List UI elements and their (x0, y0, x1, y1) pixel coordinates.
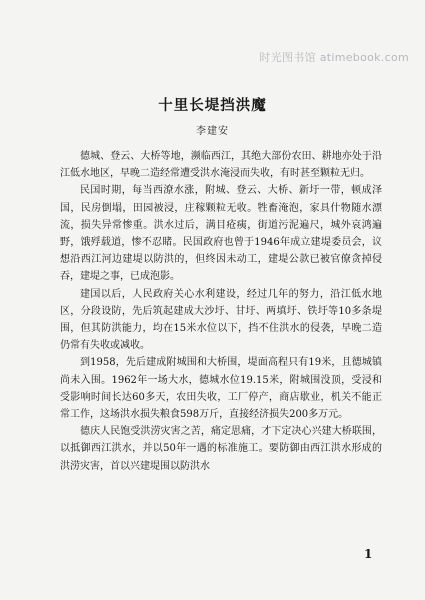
watermark: 时光图书馆 atimebook.com (259, 51, 409, 64)
paragraph: 德城、登云、大桥等地，濒临西江，其绝大部份农田、耕地亦处于沿江低水地区，早晚二造经常遭受洪水淹浸而失收，有时甚至颗粒无归。 (60, 151, 382, 180)
article-title: 十里长堤挡洪魔 (158, 97, 267, 114)
paragraph: 德庆人民饱受洪涝灾害之苦，痛定思痛，才下定决心兴建大桥联围，以抵御西江洪水，并以50年一遇的标准施工。要防御由西江洪水形成的洪涝灾害，首以兴建堤围以防洪水 (60, 426, 382, 472)
article-author: 李建安 (196, 126, 229, 137)
paragraph: 民国时期，每当西潦水涨，附城、登云、大桥、新圩一带，顿成泽国，民房倒塌，田园被浸，庄稼颗粒无收。牲畜淹泡，家具什物随水漂流，损失异常惨重。洪水过后，满目疮痍，街道污泥遍尺，城外哀鸿遍野，饿殍载道，惨不忍睹。民国政府也曾于1946年成立建堤委员会，议想沿西江河边建堤以防洪的，但终因未动工，建堤公款已被官僚贪掉侵吞，建堤之事，已成泡影。 (60, 185, 382, 283)
paragraph: 到1958，先后建成附城围和大桥围，堤面高程只有19米，且德城镇尚未入围。1962年一场大水，德城水位19.15米，附城围没顶，受浸和受影响时间长达60多天，农田失收，工厂停产，商店歇业，机关不能正常工作，这场洪水损失粮食598万斤，直接经济损失200多万元。 (60, 357, 382, 421)
page-number: 1 (364, 547, 373, 561)
article-body (60, 148, 382, 475)
paragraph: 建国以后，人民政府关心水利建设，经过几年的努力，沿江低水地区，分段设防，先后筑起建成大沙圩、甘圩、两填圩、铁圩等10多条堤围，但其防洪能力，均在15米水位以下，挡不住洪水的侵袭，早晚二造仍常有失收或减收。 (60, 288, 382, 352)
